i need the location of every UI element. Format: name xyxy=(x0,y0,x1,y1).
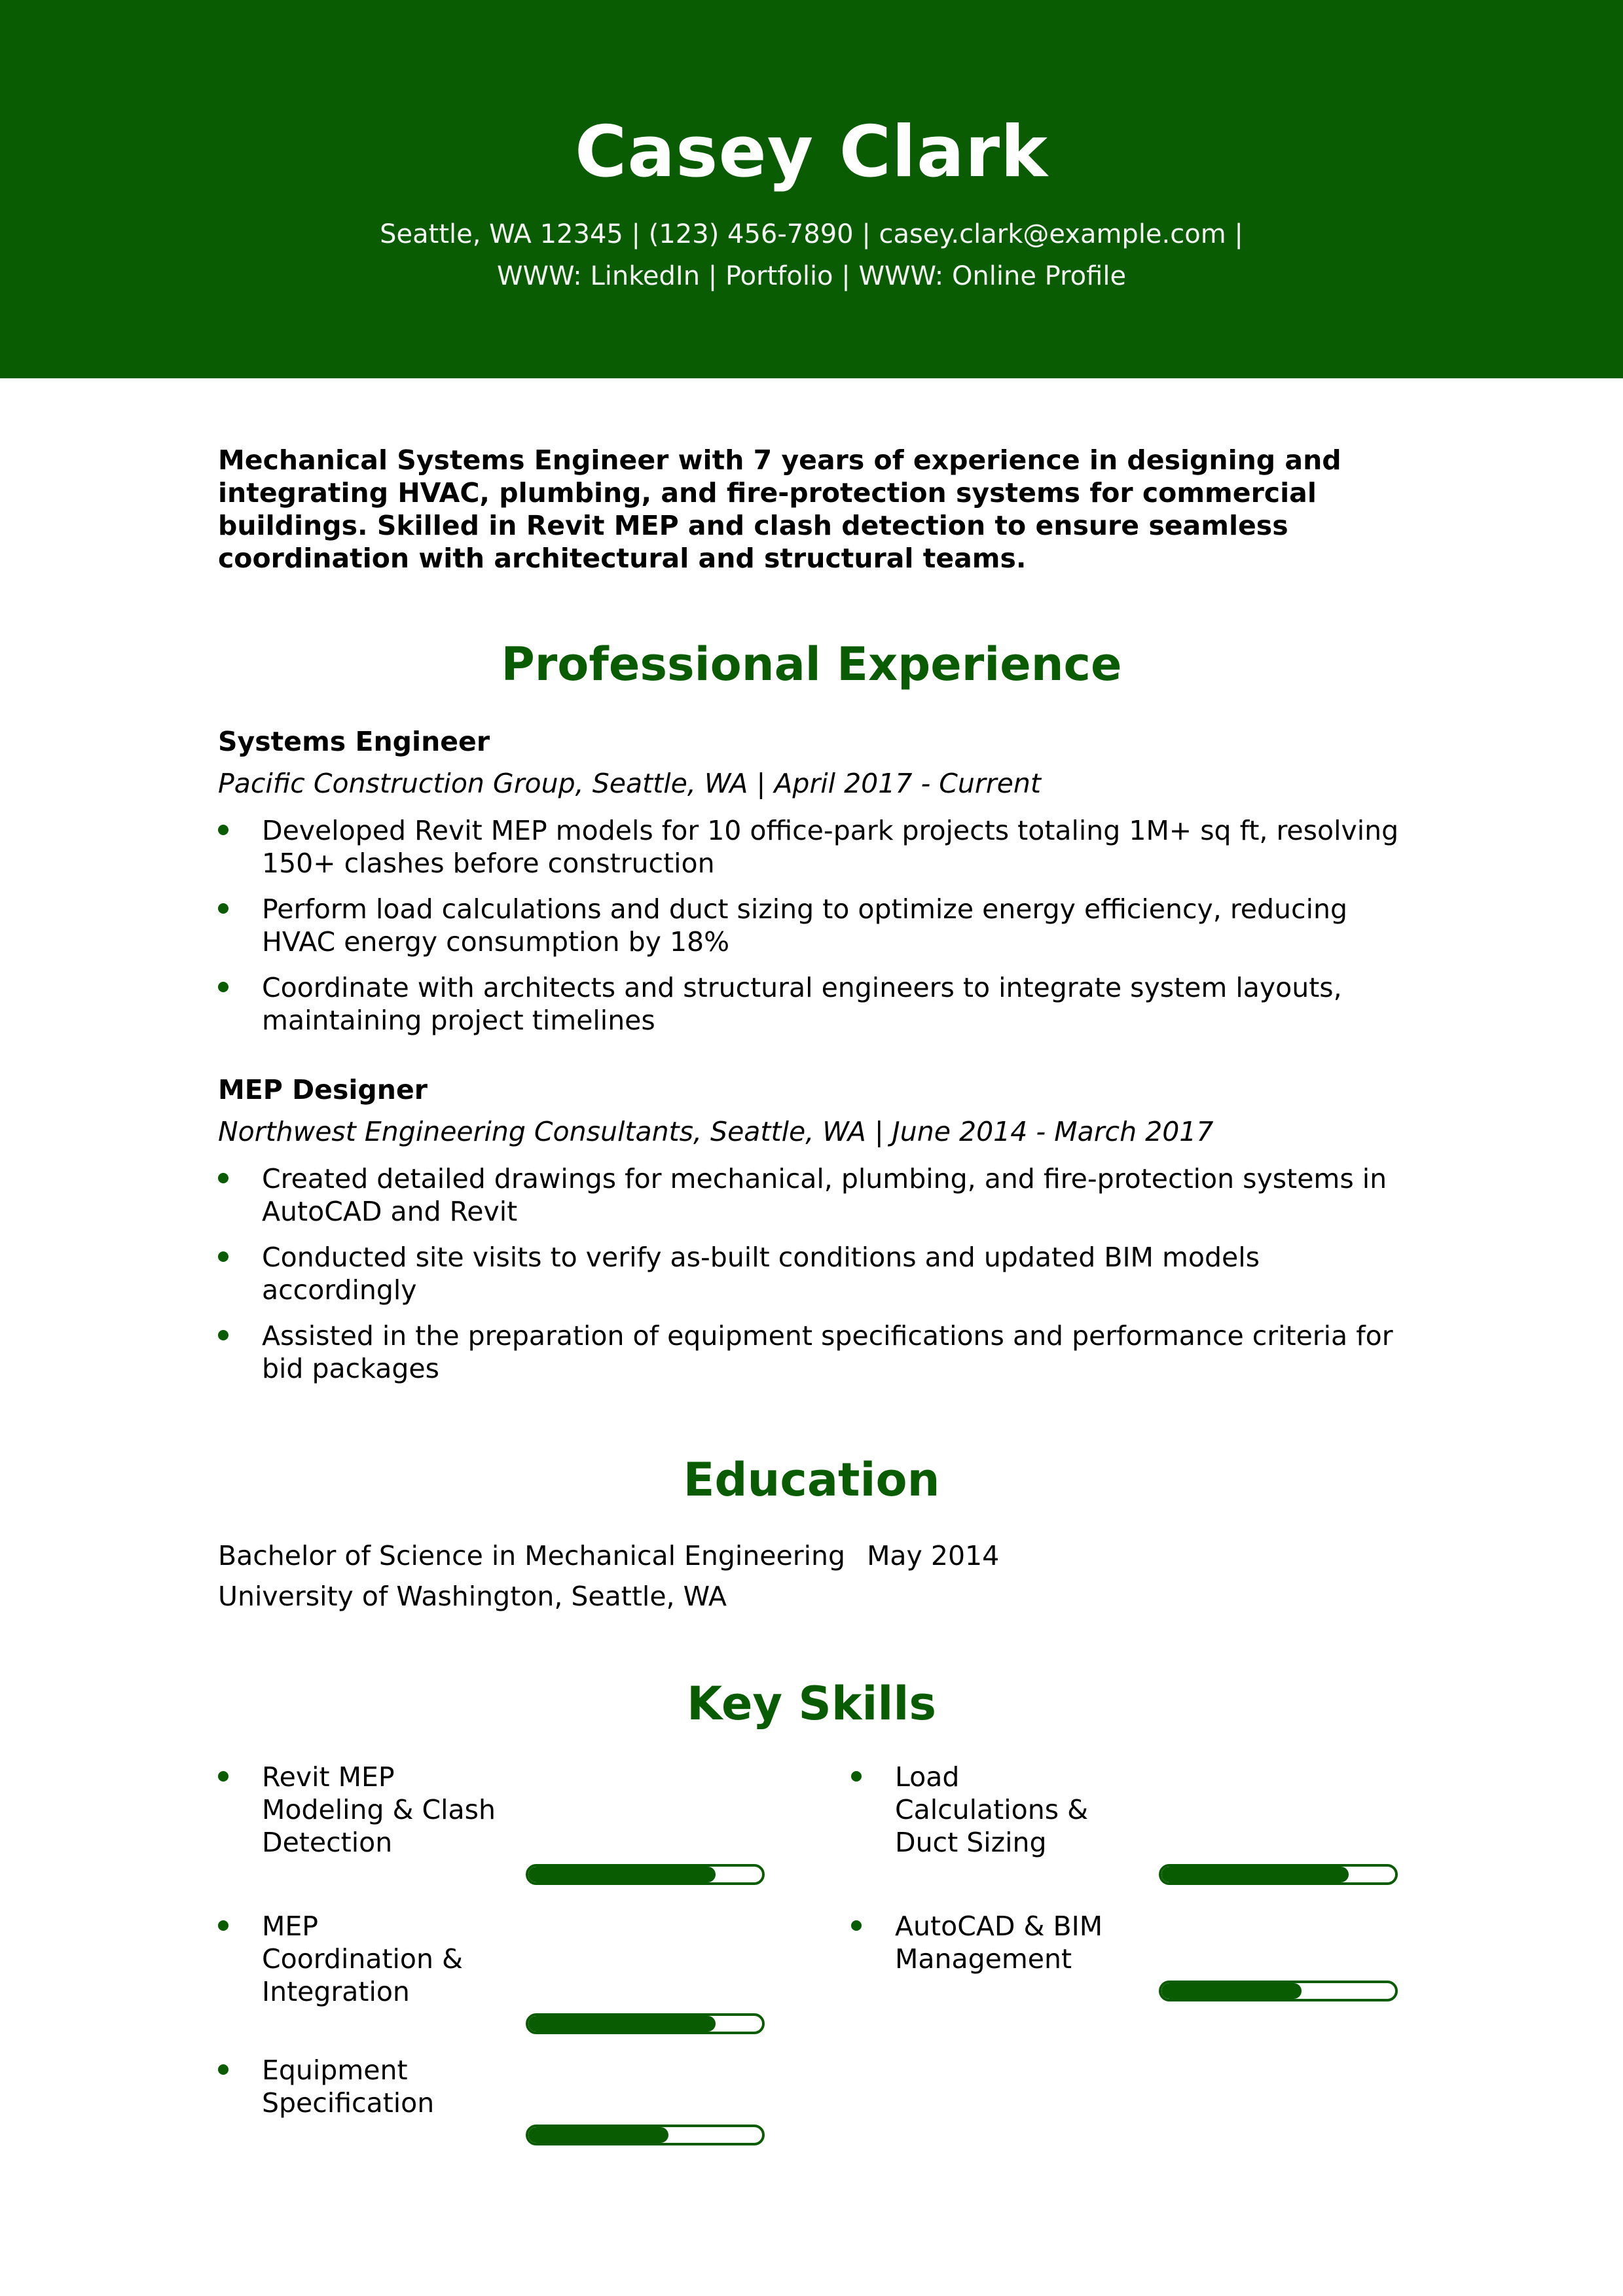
education-heading: Education xyxy=(683,1453,940,1507)
job-company-dates: Northwest Engineering Consultants, Seattle, WA | June 2014 - March 2017 xyxy=(218,1116,1214,1147)
school: University of Washington, Seattle, WA xyxy=(218,1581,727,1612)
bullet-item: Perform load calculations and duct sizing to optimize energy efficiency, reducing HVAC energy consumption by 18% xyxy=(218,893,1414,958)
bullet-dot xyxy=(218,2064,228,2075)
professional-summary: Mechanical Systems Engineer with 7 years of experience in designing and integrating HVAC, plumbing, and fire-protection systems for commercial buildings. Skilled in Revit MEP and clash detection to ensure seamless coordination with architectural and structural teams. xyxy=(218,444,1341,574)
bullet-dot xyxy=(851,1771,862,1782)
education-entry xyxy=(218,1535,1396,1617)
skill-level-fill xyxy=(528,2016,716,2032)
bullet-item: Assisted in the preparation of equipment specifications and performance criteria for bid packages xyxy=(218,1319,1414,1385)
bullet-dot xyxy=(851,1920,862,1931)
contact-line-1: Seattle, WA 12345 | (123) 456-7890 | casey.clark@example.com | xyxy=(380,219,1243,249)
graduation-date: May 2014 xyxy=(867,1540,1000,1571)
bullet-item: Developed Revit MEP models for 10 office-park projects totaling 1M+ sq ft, resolving 150+ clashes before construction xyxy=(218,814,1414,880)
bullet-dot xyxy=(218,1920,228,1931)
bullet-item: Conducted site visits to verify as-built conditions and updated BIM models accordingly xyxy=(218,1241,1414,1306)
degree: Bachelor of Science in Mechanical Engineering xyxy=(218,1540,846,1571)
skill-label: Revit MEP Modeling & Clash Detection xyxy=(262,1761,496,1858)
skill-label: MEP Coordination & Integration xyxy=(262,1910,463,2007)
skill-level-bar xyxy=(526,1864,765,1885)
skill-label: Load Calculations & Duct Sizing xyxy=(895,1761,1089,1858)
contact-line-2: WWW: LinkedIn | Portfolio | WWW: Online Profile xyxy=(496,261,1127,291)
skill-level-bar xyxy=(1159,1981,1398,2001)
skill-label: AutoCAD & BIM Management xyxy=(895,1910,1103,1975)
skill-label: Equipment Specification xyxy=(262,2054,435,2119)
skills-heading: Key Skills xyxy=(686,1677,937,1731)
degree-line xyxy=(218,1535,1396,1576)
skill-level-fill xyxy=(528,2127,668,2143)
resume-header xyxy=(0,0,1623,378)
contact-info xyxy=(0,213,1623,297)
experience-heading: Professional Experience xyxy=(501,637,1122,691)
job-company-dates: Pacific Construction Group, Seattle, WA | April 2017 - Current xyxy=(218,768,1041,799)
job-title: MEP Designer xyxy=(218,1074,428,1105)
skill-level-bar xyxy=(526,2125,765,2145)
bullet-item: Coordinate with architects and structural engineers to integrate system layouts, maintaining project timelines xyxy=(218,971,1414,1037)
skill-level-bar xyxy=(1159,1864,1398,1885)
skill-level-bar xyxy=(526,2013,765,2034)
skill-level-fill xyxy=(528,1867,716,1882)
skill-level-fill xyxy=(1161,1867,1349,1882)
job-entry xyxy=(218,1073,1396,1398)
job-bullets xyxy=(218,814,1399,1037)
skills-grid xyxy=(218,1761,1396,2153)
job-bullets xyxy=(218,1162,1396,1385)
job-title: Systems Engineer xyxy=(218,726,490,757)
bullet-dot xyxy=(218,1771,228,1782)
skill-level-fill xyxy=(1161,1983,1302,1999)
bullet-item: Created detailed drawings for mechanical, plumbing, and fire-protection systems in AutoCAD and Revit xyxy=(218,1162,1414,1228)
candidate-name: Casey Clark xyxy=(575,111,1048,193)
job-entry xyxy=(218,725,1399,1050)
